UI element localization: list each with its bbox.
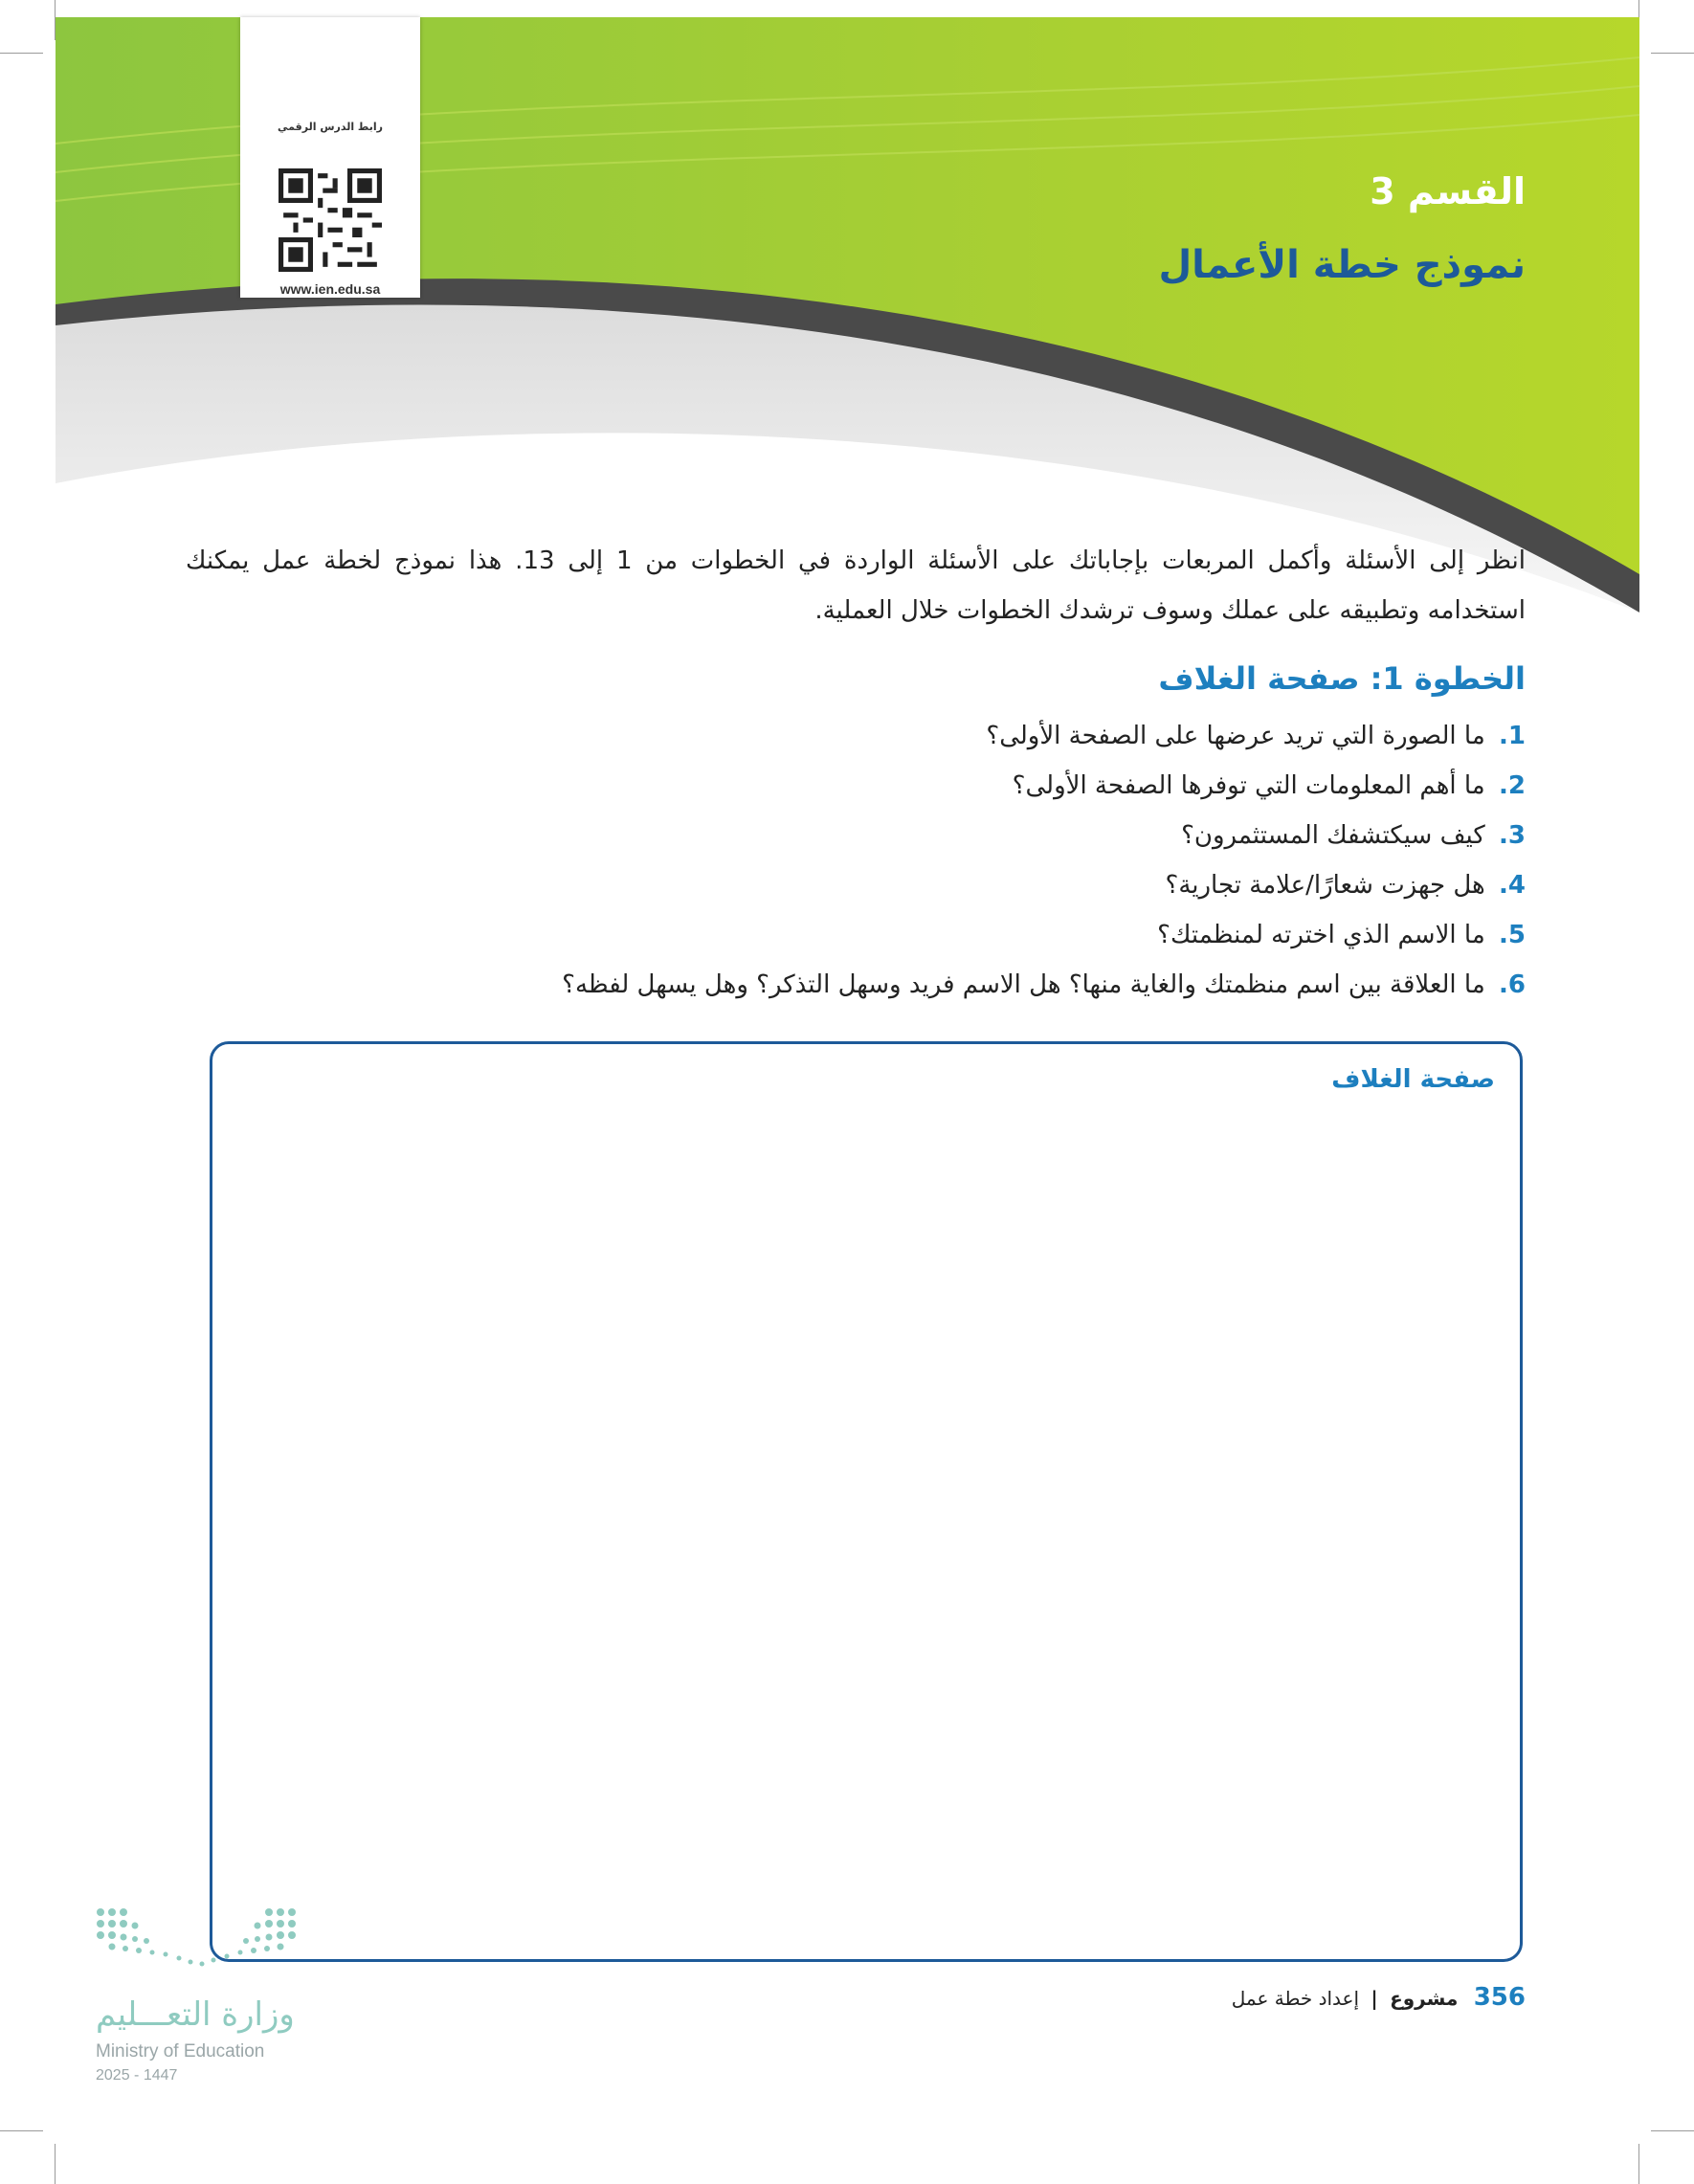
question-number: 3. <box>1499 821 1526 850</box>
question-number: 1. <box>1499 722 1526 750</box>
answer-box[interactable] <box>210 1041 1523 1962</box>
question-item <box>186 862 1526 912</box>
question-text: ما الصورة التي تريد عرضها على الصفحة الأولى؟ <box>986 722 1485 750</box>
ministry-name-english: Ministry of Education <box>96 2041 265 2061</box>
crop-mark <box>1638 2144 1639 2184</box>
question-text: ما الاسم الذي اخترته لمنظمتك؟ <box>1157 921 1485 949</box>
qr-code-icon[interactable] <box>279 168 382 272</box>
question-item <box>186 912 1526 962</box>
question-text: كيف سيكتشفك المستثمرون؟ <box>1181 821 1485 850</box>
qr-url[interactable]: www.ien.edu.sa <box>279 281 381 297</box>
question-number: 5. <box>1499 921 1526 949</box>
page-footer <box>1232 1983 1526 2012</box>
question-text: هل جهزت شعارًا/علامة تجارية؟ <box>1165 871 1485 900</box>
page-title: نموذج خطة الأعمال <box>1158 243 1526 287</box>
answer-box-label: صفحة الغلاف <box>1331 1065 1495 1094</box>
intro-paragraph: انظر إلى الأسئلة وأكمل المربعات بإجاباتك على الأسئلة الواردة في الخطوات من 1 إلى 13. هذا نموذج لخطة عمل يمكنك استخدامه وتطبيقه على عملك وسوف ترشدك الخطوات خلال العملية. <box>186 546 1526 625</box>
question-item <box>186 713 1526 763</box>
question-number: 4. <box>1499 871 1526 900</box>
question-item <box>186 763 1526 813</box>
crop-mark <box>55 2144 56 2184</box>
ministry-year: 2025 - 1447 <box>96 2067 178 2084</box>
page-number: 356 <box>1473 1983 1526 2012</box>
footer-separator: | <box>1371 1987 1378 2010</box>
footer-part: مشروع <box>1390 1987 1459 2010</box>
question-number: 6. <box>1499 970 1526 999</box>
qr-card[interactable] <box>240 17 420 298</box>
crop-mark <box>0 2130 43 2131</box>
section-label: القسم 3 <box>1370 170 1526 212</box>
step-heading: الخطوة 1: صفحة الغلاف <box>1158 660 1526 697</box>
question-text: ما أهم المعلومات التي توفرها الصفحة الأولى؟ <box>1012 771 1485 800</box>
question-item <box>186 813 1526 862</box>
crop-mark <box>1651 2130 1694 2131</box>
question-text: ما العلاقة بين اسم منظمتك والغاية منها؟ هل الاسم فريد وسهل التذكر؟ وهل يسهل لفظه؟ <box>562 970 1485 999</box>
question-list <box>186 713 1526 1012</box>
ministry-name-arabic: وزارة التعـــليم <box>96 1995 295 2034</box>
footer-chapter: إعداد خطة عمل <box>1231 1987 1360 2010</box>
question-number: 2. <box>1499 771 1526 800</box>
qr-caption: رابط الدرس الرقمي <box>278 121 383 133</box>
question-item <box>186 962 1526 1012</box>
ministry-logo-icon <box>91 1905 311 1981</box>
